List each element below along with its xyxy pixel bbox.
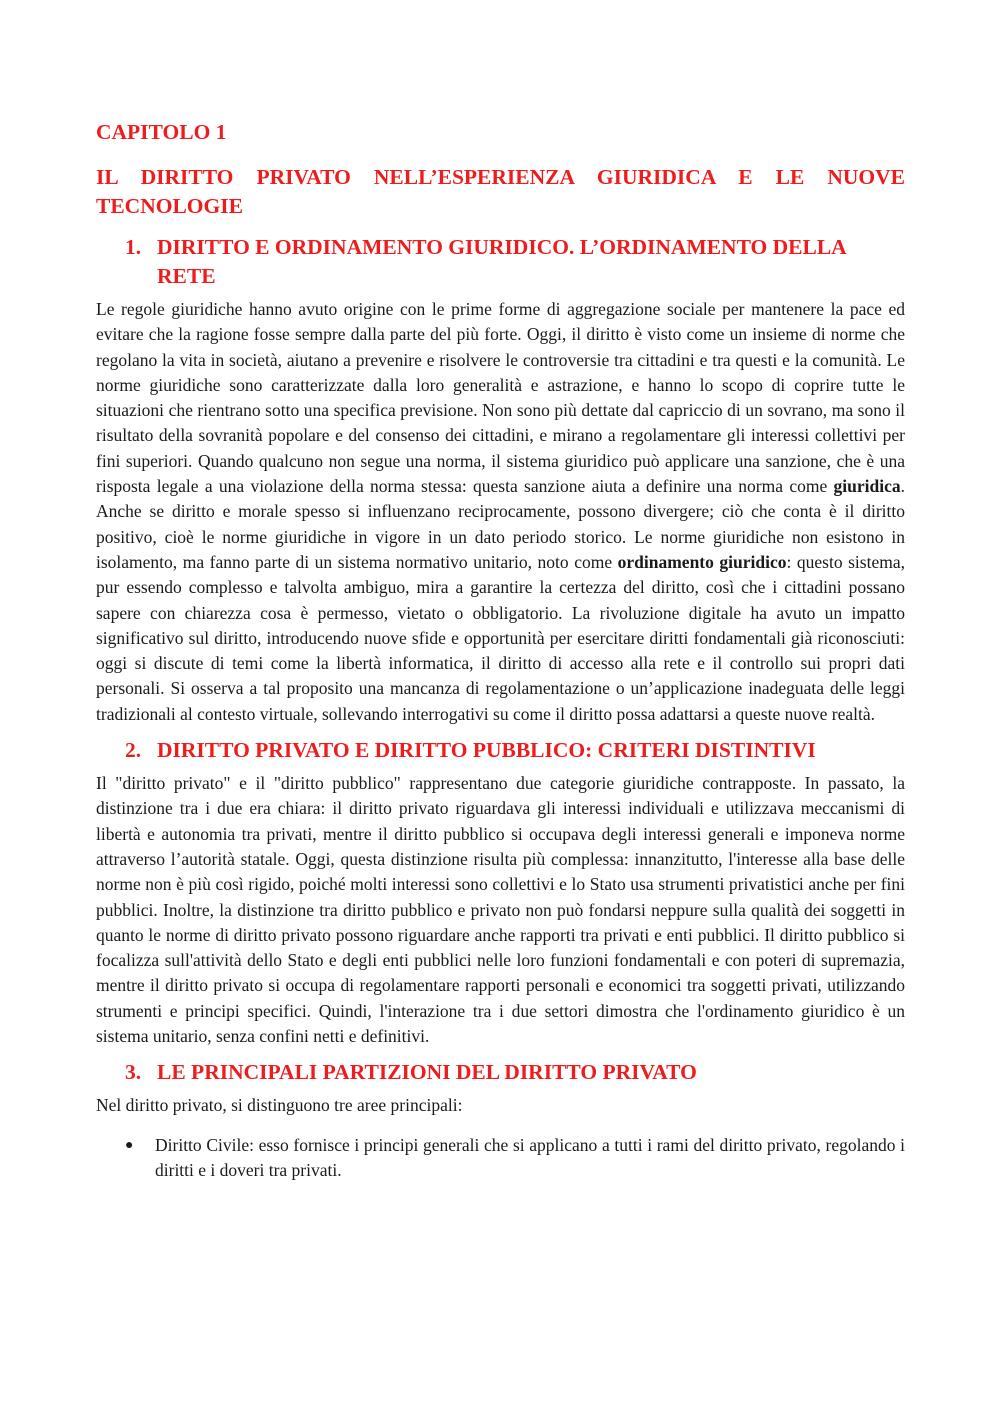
section-number: 2. bbox=[125, 738, 142, 763]
list-item-text: Diritto Civile: esso fornisce i principi generali che si applicano a tutti i rami del diritto privato, regolando i diritti e i doveri tra privati. bbox=[155, 1134, 905, 1180]
section-heading-3 bbox=[96, 1058, 905, 1087]
paragraph-text: Le regole giuridiche hanno avuto origine con le prime forme di aggregazione sociale per mantenere la pace ed evitare che la ragione fosse sempre dalla parte del più forte. Oggi, il diritto è visto come un insieme di norme che regolano la vita in società, aiutano a prevenire e risolvere le controversie tra cittadini e tra questi e la comunità. Le norme giuridiche sono caratterizzate dalla loro generalità e astrazione, e hanno lo scopo di coprire tutte le situazioni che rientrano sotto una specifica previsione. Non sono più dettate dal capriccio di un sovrano, ma sono il risultato della sovranità popolare e del consenso dei cittadini, e mirano a regolamentare gli interessi collettivi per fini superiori. Quando qualcuno non segue una norma, il sistema giuridico può applicare una sanzione, che è una risposta legale a una violazione della norma stessa: questa sanzione aiuta a definire una norma come bbox=[96, 299, 905, 497]
section-title: DIRITTO PRIVATO E DIRITTO PUBBLICO: CRITERI DISTINTIVI bbox=[157, 738, 816, 763]
section-number: 3. bbox=[125, 1060, 142, 1085]
section-2-paragraph: Il "diritto privato" e il "diritto pubblico" rappresentano due categorie giuridiche contrapposte. In passato, la distinzione tra i due era chiara: il diritto privato riguardava gli interessi individuali e utilizzava meccanismi di libertà e autonomia tra privati, mentre il diritto pubblico si occupava degli interessi generali e imponeva norme attraverso l’autorità statale. Oggi, questa distinzione risulta più complessa: innanzitutto, l'interesse alla base delle norme non è più così rigido, poiché molti interessi sono collettivi e lo Stato usa strumenti privatistici anche per fini pubblici. Inoltre, la distinzione tra diritto pubblico e privato non può fondarsi neppure sulla qualità dei soggetti in quanto le norme di diritto privato possono riguardare anche rapporti tra privati e enti pubblici. Il diritto pubblico si focalizza sull'attività dello Stato e degli enti pubblici nelle loro funzioni fondamentali e con poteri di supremazia, mentre il diritto privato si occupa di regolamentare rapporti personali e economici tra soggetti privati, utilizzando strumenti e principi specifici. Quindi, l'interazione tra i due settori dimostra che l'ordinamento giuridico è un sistema unitario, senza confini netti e definitivi. bbox=[96, 773, 905, 1047]
bold-term-giuridica: giuridica bbox=[833, 476, 901, 497]
section-3-paragraph: Nel diritto privato, si distinguono tre aree principali: bbox=[96, 1095, 463, 1116]
paragraph-text: . Anche se diritto e morale spesso si influenzano reciprocamente, possono divergere; ciò che conta è il diritto positivo, cioè le norme giuridiche in vigore in un dato periodo storico. Le norme giuridiche non esistono in isolamento, ma fanno parte di un sistema normativo unitario, noto come bbox=[96, 476, 905, 572]
paragraph-text: : questo sistema, pur essendo complesso e talvolta ambiguo, mira a garantire la certezza del diritto, così che i cittadini possano sapere con chiarezza cosa è permesso, vietato o obbligatorio. La rivoluzione digitale ha avuto un impatto significativo sul diritto, introducendo nuove sfide e opportunità per esercitare diritti fondamentali già riconosciuti: oggi si discute di temi come la libertà informatica, il diritto di accesso alla rete e il controllo sui propri dati personali. Si osserva a tal proposito una mancanza di regolamentazione o un’applicazione inadeguata delle leggi tradizionali al contesto virtuale, sollevando interrogativi su come il diritto possa adattarsi a queste nuove realtà. bbox=[96, 551, 905, 724]
section-title: LE PRINCIPALI PARTIZIONI DEL DIRITTO PRIVATO bbox=[157, 1060, 697, 1085]
section-heading-1 bbox=[96, 233, 905, 291]
chapter-label: CAPITOLO 1 bbox=[96, 120, 227, 144]
section-heading-2 bbox=[96, 736, 905, 765]
section-1-paragraph bbox=[96, 297, 905, 727]
bullet-icon: ● bbox=[125, 1137, 134, 1153]
bullet-list bbox=[96, 1133, 905, 1184]
bold-term-ordinamento-giuridico: ordinamento giuridico bbox=[617, 551, 787, 572]
list-item bbox=[125, 1133, 905, 1184]
section-number: 1. bbox=[125, 235, 142, 259]
section-title: DIRITTO E ORDINAMENTO GIURIDICO. L’ORDINAMENTO DELLA RETE bbox=[157, 235, 846, 288]
chapter-title: IL DIRITTO PRIVATO NELL’ESPERIENZA GIURIDICA E LE NUOVE TECNOLOGIE bbox=[96, 165, 905, 218]
